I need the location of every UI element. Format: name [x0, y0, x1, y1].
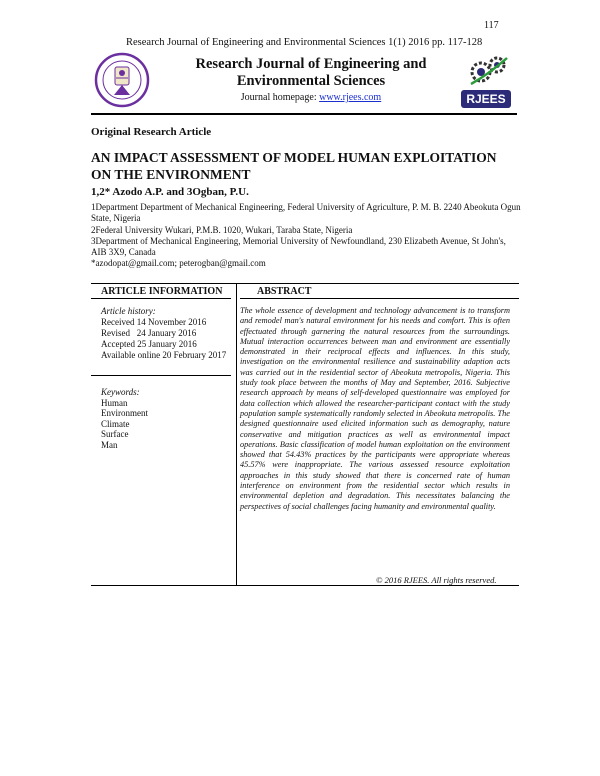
top-divider	[91, 283, 519, 284]
abstract-text: The whole essence of development and technology advancement is to transform and remodel man's natural environment for his needs and comfort. This is often effectuated through garnering the natural resources from the surroundings. Mutual interaction occurrences between man and environment are essentially demonstrated in their reciprocal effects and influences. In this study, investigation on the environmental resilience and sustainability adaption acts was carried out in the residential sector of Abeokuta metropolis, Nigeria. This study took place between the months of May and September, 2016. Subjective research approach by means of self-developed questionnaire was employed for data collection which allowed the researcher-participant contact with the study population sample systematically randomly selected in Abeokuta metropolis. The designed questionnaire used elicited information such as demography, nature conservative and mitigation practices as well as environmental impact operations. Basic classification of model human exploitation on the environment showed that 54.43% practices by the participants were appropriate whereas 45.57% were inappropriate. The various assessed resource exploitation approaches in this study showed that there is concerned rate of human interference on environment from the residential sector which results in environmental depletion and degradation. This necessitates balancing the perspectives of social challenges facing humanity and environmental quality.	[240, 306, 510, 511]
authors: 1,2* Azodo A.P. and 3Ogban, P.U.	[91, 186, 249, 198]
journal-header	[91, 50, 517, 120]
homepage-label: Journal homepage:	[240, 92, 320, 103]
article-history	[101, 306, 231, 361]
header-divider	[91, 113, 517, 115]
affiliation: 1Department Department of Mechanical Engineering, Federal University of Agriculture, P. M. B. 2240 Abeokuta Ogun State, Nigeria	[91, 202, 521, 224]
affiliation: 2Federal University Wukari, P.M.B. 1020, Wukari, Taraba State, Nigeria	[91, 224, 353, 235]
gears-logo-icon	[467, 52, 511, 88]
copyright: © 2016 RJEES. All rights reserved.	[376, 575, 497, 585]
page-number: 117	[484, 20, 499, 31]
rjees-logo: RJEES	[461, 90, 511, 108]
abstract-heading-rule	[240, 298, 519, 299]
homepage-link[interactable]: www.rjees.com	[319, 92, 382, 103]
keyword: Environment	[101, 408, 148, 418]
keywords-label: Keywords:	[101, 387, 140, 397]
bottom-divider	[91, 585, 519, 586]
journal-title: Research Journal of Engineering and Environmental Sciences	[195, 56, 427, 89]
history-label: Article history:	[101, 306, 156, 316]
received-date: Received 14 November 2016	[101, 317, 207, 327]
article-info-heading: ARTICLE INFORMATION	[101, 286, 223, 297]
journal-homepage	[153, 92, 469, 103]
accepted-date: Accepted 25 January 2016	[101, 339, 197, 349]
university-seal-icon	[94, 52, 150, 108]
keyword: Surface	[101, 429, 129, 439]
keyword: Climate	[101, 418, 130, 429]
article-title: AN IMPACT ASSESSMENT OF MODEL HUMAN EXPLOITATION ON THE ENVIRONMENT	[91, 150, 497, 182]
info-section-rule	[91, 375, 231, 376]
keyword: Man	[101, 439, 118, 450]
keyword: Human	[101, 397, 128, 408]
affiliation: 3Department of Mechanical Engineering, Memorial University of Newfoundland, 230 Elizabeth Avenue, St John's, AIB 3X9, Canada	[91, 235, 506, 258]
column-divider	[236, 283, 237, 585]
available-date: Available online 20 February 2017	[101, 350, 227, 360]
author-email: *azodopat@gmail.com; peterogban@gmail.com	[91, 258, 266, 268]
journal-citation: Research Journal of Engineering and Environmental Sciences 1(1) 2016 pp. 117-128	[126, 37, 483, 48]
info-heading-rule	[91, 298, 231, 299]
affiliations	[91, 202, 521, 258]
abstract-heading: ABSTRACT	[257, 286, 312, 297]
revised-date: Revised 24 January 2016	[101, 328, 197, 338]
keywords	[101, 387, 231, 450]
article-type: Original Research Article	[91, 126, 212, 138]
